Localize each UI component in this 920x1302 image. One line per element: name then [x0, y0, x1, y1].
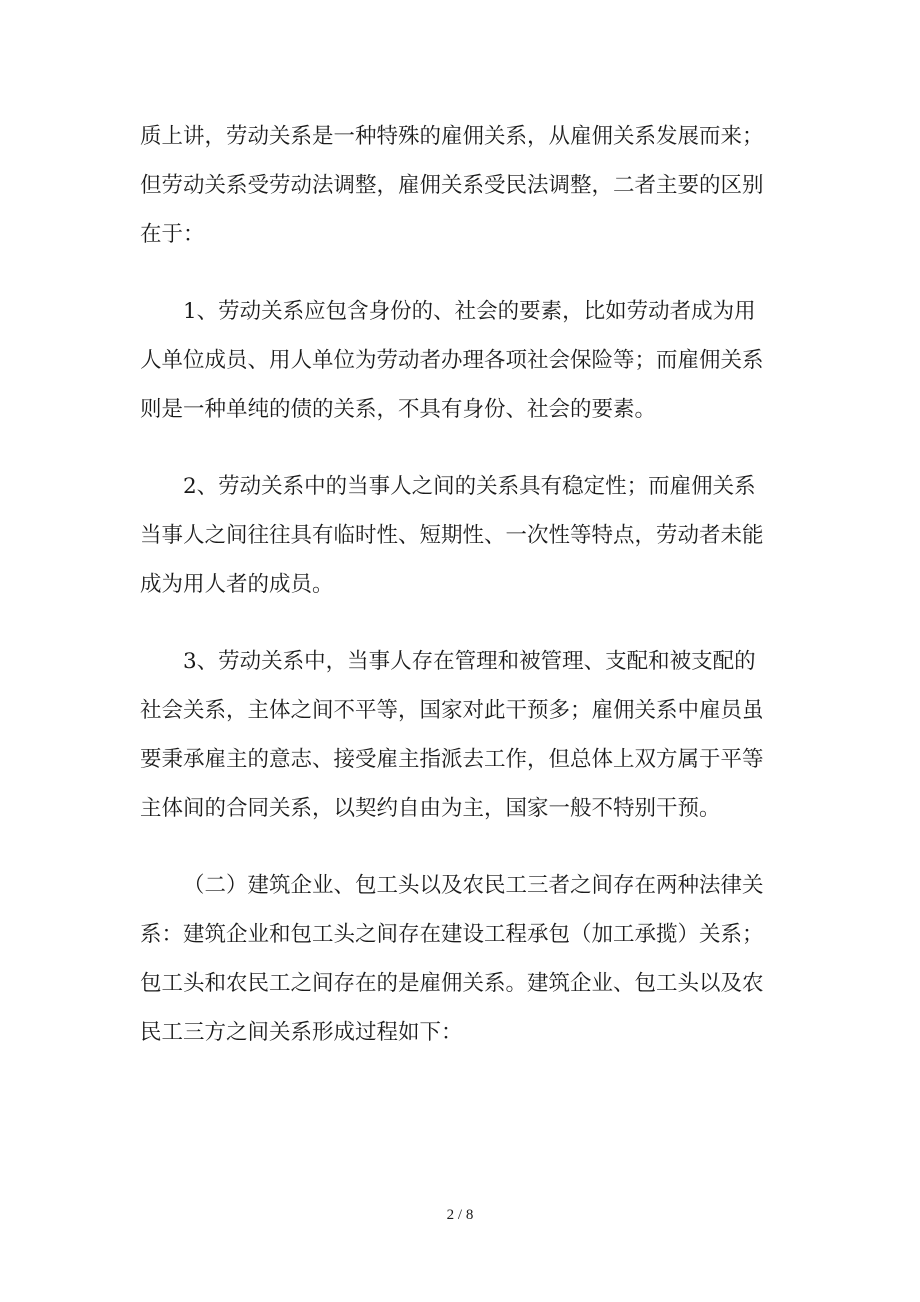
text-line: 要秉承雇主的意志、接受雇主指派去工作，但总体上双方属于平等: [140, 747, 764, 772]
text-line: 但劳动关系受劳动法调整，雇佣关系受民法调整，二者主要的区别: [140, 173, 764, 198]
text-line: 系：建筑企业和包工头之间存在建设工程承包（加工承揽）关系；: [140, 922, 764, 947]
paragraph-point-3: [140, 637, 782, 833]
text-line: 2、劳动关系中的当事人之间的关系具有稳定性；而雇佣关系: [183, 474, 756, 499]
text-line: 成为用人者的成员。: [140, 572, 334, 597]
text-line: 主体间的合同关系，以契约自由为主，国家一般不特别干预。: [140, 796, 721, 821]
text-line: 则是一种单纯的债的关系，不具有身份、社会的要素。: [140, 397, 657, 422]
paragraph-gap: [140, 259, 782, 287]
paragraph-gap: [140, 833, 782, 861]
text-line: 包工头和农民工之间存在的是雇佣关系。建筑企业、包工头以及农: [140, 971, 764, 996]
document-body: [140, 112, 782, 1057]
text-line: 质上讲，劳动关系是一种特殊的雇佣关系，从雇佣关系发展而来；: [140, 124, 764, 149]
paragraph-gap: [140, 434, 782, 462]
paragraph-point-1: [140, 287, 782, 434]
text-line: 1、劳动关系应包含身份的、社会的要素，比如劳动者成为用: [183, 299, 756, 324]
paragraph-intro: [140, 112, 782, 259]
paragraph-point-2: [140, 462, 782, 609]
paragraph-gap: [140, 609, 782, 637]
paragraph-section-2: [140, 861, 782, 1057]
text-line: 人单位成员、用人单位为劳动者办理各项社会保险等；而雇佣关系: [140, 348, 764, 373]
text-line: （二）建筑企业、包工头以及农民工三者之间存在两种法律关: [183, 873, 764, 898]
page-number: 2 / 8: [446, 1207, 474, 1223]
text-line: 民工三方之间关系形成过程如下：: [140, 1020, 463, 1045]
text-line: 社会关系，主体之间不平等，国家对此干预多；雇佣关系中雇员虽: [140, 698, 764, 723]
text-line: 在于：: [140, 222, 205, 247]
text-line: 当事人之间往往具有临时性、短期性、一次性等特点，劳动者未能: [140, 523, 764, 548]
text-line: 3、劳动关系中，当事人存在管理和被管理、支配和被支配的: [183, 649, 756, 674]
